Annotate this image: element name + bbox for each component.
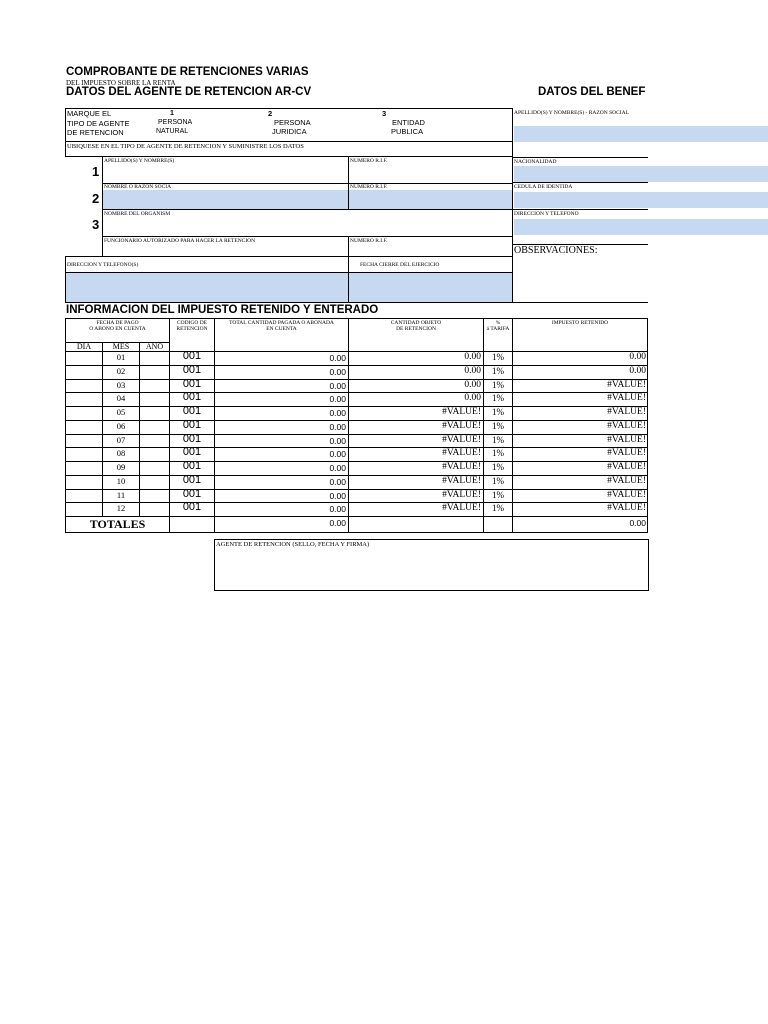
agent-type-option-1[interactable]: 1 PERSONA NATURAL (156, 110, 193, 135)
row-mes[interactable]: 11 (116, 490, 126, 500)
row-mes[interactable]: 02 (116, 366, 126, 376)
label-fecha-cierre: FECHA CIERRE DEL EJERCICIO (360, 262, 440, 268)
row-codigo[interactable]: 001 (182, 501, 202, 513)
agent-type-label: MARQUE EL TIPO DE AGENTE DE RETENCION (67, 109, 130, 137)
row-objeto[interactable]: #VALUE! (442, 476, 481, 486)
row-codigo[interactable]: 001 (182, 474, 202, 486)
row-mes[interactable]: 09 (116, 462, 126, 472)
row-mes[interactable]: 07 (116, 435, 126, 445)
col-header-porcentaje: % á TARIFA (486, 320, 510, 332)
row-porcentaje[interactable]: 1% (492, 503, 504, 513)
row-objeto[interactable]: #VALUE! (442, 435, 481, 445)
row-objeto[interactable]: 0.00 (464, 380, 481, 390)
label-nacionalidad: NACIONALIDAD (514, 159, 557, 165)
beneficiario-cedula-field[interactable] (514, 192, 768, 208)
label-beneficiario-nombre: APELLIDO(S) Y NOMBRE(S) - RAZON SOCIAL (514, 110, 629, 116)
row-objeto[interactable]: 0.00 (464, 393, 481, 403)
col-header-objeto: CANTIDAD OBJETO DE RETENCION (390, 320, 442, 332)
row-codigo[interactable]: 001 (182, 391, 202, 403)
fecha-cierre-field[interactable] (348, 272, 512, 302)
beneficiario-nacionalidad-field[interactable] (514, 166, 768, 182)
row-porcentaje[interactable]: 1% (492, 380, 504, 390)
row-impuesto[interactable]: #VALUE! (607, 380, 646, 390)
row-objeto[interactable]: #VALUE! (442, 421, 481, 431)
row-codigo[interactable]: 001 (182, 446, 202, 458)
row-impuesto[interactable]: #VALUE! (607, 490, 646, 500)
row-objeto[interactable]: 0.00 (464, 352, 481, 362)
row-codigo[interactable]: 001 (182, 405, 202, 417)
row-total[interactable]: 0.00 (329, 422, 346, 432)
row-porcentaje[interactable]: 1% (492, 435, 504, 445)
label-rif-3: NUMERO R.I.F. (350, 238, 388, 244)
agent-section-title: DATOS DEL AGENTE DE RETENCION AR-CV (66, 86, 312, 98)
col-header-fecha: FECHA DE PAGO O ABONO EN CUENTA (89, 320, 146, 332)
col-header-codigo: CODIGO DE RETENCION (176, 320, 208, 332)
row-mes[interactable]: 12 (116, 503, 126, 513)
row-codigo[interactable]: 001 (182, 433, 202, 445)
col-header-total: TOTAL CANTIDAD PAGADA O ABONADA EN CUENTA (229, 320, 334, 332)
row-porcentaje[interactable]: 1% (492, 352, 504, 362)
razon-social-field[interactable] (103, 190, 348, 209)
signature-label: AGENTE DE RETENCION (SELLO, FECHA Y FIRMA) (216, 541, 370, 548)
row-objeto[interactable]: #VALUE! (442, 407, 481, 417)
totales-label: TOTALES (89, 517, 146, 531)
row-total[interactable]: 0.00 (329, 449, 346, 459)
document-subtitle: DEL IMPUESTO SOBRE LA RENTA (66, 79, 176, 87)
row-impuesto[interactable]: #VALUE! (607, 476, 646, 486)
beneficiary-section-title: DATOS DEL BENEF (538, 86, 646, 98)
row-objeto[interactable]: #VALUE! (442, 448, 481, 458)
label-organismo: NOMBRE DEL ORGANISM (104, 211, 171, 217)
row-total[interactable]: 0.00 (329, 463, 346, 473)
agent-type-instruction: UBIQUESE EN EL TIPO DE AGENTE DE RETENCION Y SUMINISTRE LOS DATOS (67, 143, 304, 150)
row-codigo[interactable]: 001 (182, 364, 202, 376)
label-cedula: CEDULA DE IDENTIDA (514, 184, 573, 190)
row-objeto[interactable]: #VALUE! (442, 462, 481, 472)
beneficiario-nombre-field[interactable] (514, 126, 768, 142)
row-codigo[interactable]: 001 (182, 419, 202, 431)
row-impuesto[interactable]: #VALUE! (607, 421, 646, 431)
row-impuesto[interactable]: 0.00 (629, 352, 646, 362)
label-funcionario: FUNCIONARIO AUTORIZADO PARA HACER LA RETENCION (104, 238, 256, 244)
row-total[interactable]: 0.00 (329, 394, 346, 404)
agent-type-option-2[interactable]: 2 PERSONA JURIDICA (268, 109, 311, 136)
row-porcentaje[interactable]: 1% (492, 393, 504, 403)
row-impuesto[interactable]: #VALUE! (607, 462, 646, 472)
row-codigo[interactable]: 001 (182, 460, 202, 472)
row-impuesto[interactable]: #VALUE! (607, 435, 646, 445)
row-objeto[interactable]: #VALUE! (442, 490, 481, 500)
row-objeto[interactable]: 0.00 (464, 366, 481, 376)
row-porcentaje[interactable]: 1% (492, 421, 504, 431)
row-total[interactable]: 0.00 (329, 381, 346, 391)
row-impuesto[interactable]: #VALUE! (607, 448, 646, 458)
row-objeto[interactable]: #VALUE! (442, 503, 481, 513)
totales-impuesto: 0.00 (629, 518, 646, 528)
row-impuesto[interactable]: #VALUE! (607, 393, 646, 403)
row-total[interactable]: 0.00 (329, 408, 346, 418)
row-porcentaje[interactable]: 1% (492, 462, 504, 472)
row-codigo[interactable]: 001 (182, 488, 202, 500)
row-mes[interactable]: 06 (116, 421, 126, 431)
row-codigo[interactable]: 001 (182, 350, 202, 362)
label-razon-social: NOMBRE O RAZON SOCIA (104, 184, 172, 190)
agent-row-number-3: 3 (92, 217, 100, 232)
row-impuesto[interactable]: 0.00 (629, 366, 646, 376)
row-total[interactable]: 0.00 (329, 436, 346, 446)
row-total[interactable]: 0.00 (329, 491, 346, 501)
row-mes[interactable]: 03 (116, 380, 126, 390)
rif-2-field[interactable] (348, 190, 512, 209)
row-total[interactable]: 0.00 (329, 477, 346, 487)
subheader-ano: AÑO (145, 342, 164, 351)
direccion-agente-field[interactable] (66, 272, 348, 302)
row-codigo[interactable]: 001 (182, 378, 202, 390)
label-direccion-beneficiario: DIRECCION Y TELEFONO (514, 211, 579, 217)
label-apellidos-agente: APELLIDO(S) Y NOMBRE(S) (104, 158, 175, 164)
row-mes[interactable]: 01 (116, 352, 126, 362)
subheader-mes: MES (112, 342, 130, 351)
row-mes[interactable]: 04 (116, 393, 126, 403)
row-porcentaje[interactable]: 1% (492, 476, 504, 486)
label-rif-2: NUMERO R.I.F. (350, 184, 388, 190)
row-impuesto[interactable]: #VALUE! (607, 407, 646, 417)
subheader-dia: DIA (76, 342, 92, 351)
row-porcentaje[interactable]: 1% (492, 407, 504, 417)
row-mes[interactable]: 05 (116, 407, 126, 417)
label-observaciones: OBSERVACIONES: (514, 245, 598, 256)
label-direccion-agente: DIRECCION Y TELEFONO(S) (67, 262, 139, 268)
agent-row-number-2: 2 (92, 191, 100, 206)
row-impuesto[interactable]: #VALUE! (607, 503, 646, 513)
row-total[interactable]: 0.00 (329, 353, 346, 363)
tax-section-title: INFORMACION DEL IMPUESTO RETENIDO Y ENTERADO (66, 304, 379, 316)
agent-row-number-1: 1 (92, 164, 100, 179)
row-mes[interactable]: 08 (116, 448, 126, 458)
col-header-impuesto: IMPUESTO RETENIDO (551, 320, 609, 326)
totales-total: 0.00 (329, 518, 346, 528)
row-porcentaje[interactable]: 1% (492, 490, 504, 500)
agent-type-option-3[interactable]: 3 ENTIDAD PUBLICA (382, 109, 425, 136)
document-title: COMPROBANTE DE RETENCIONES VARIAS (66, 66, 309, 78)
row-porcentaje[interactable]: 1% (492, 448, 504, 458)
row-mes[interactable]: 10 (116, 476, 126, 486)
row-porcentaje[interactable]: 1% (492, 366, 504, 376)
row-total[interactable]: 0.00 (329, 504, 346, 514)
row-total[interactable]: 0.00 (329, 367, 346, 377)
label-rif-1: NUMERO R.I.F. (350, 158, 388, 164)
beneficiario-direccion-field[interactable] (514, 219, 768, 235)
